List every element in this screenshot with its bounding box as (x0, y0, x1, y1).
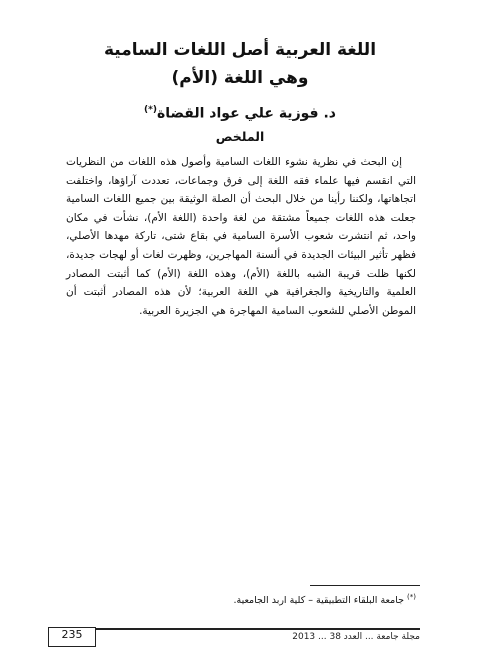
footnote-text: جامعة البلقاء التطبيقية – كلية اربد الجامعية. (233, 595, 404, 607)
running-footer: مجلة جامعة ... العدد 38 ... 2013 (292, 632, 420, 642)
abstract-paragraph: إن البحث في نظرية نشوء اللغات السامية وأصول هذه اللغات من النظريات التي انقسم فيها علماء فقه اللغة إلى فرق وجماعات، تعددت آراؤها، واختلفت اتجاهاتها، ولكننا رأينا من خلال البحث أن الصلة الوثيقة بين جميع اللغات السامية جعلت هذه اللغات جميعاً مشتقة من لغة واحدة (اللغة الأم)، نشأت في مكان واحد، ثم انتشرت شعوب الأسرة السامية في بقاع شتى، تاركة مهدها الأصلي، فظهر تأثير البيئات الجديدة في ألسنة المهاجرين، وظهرت لغات أو لهجات جديدة، لكنها ظلت قريبة الشبه باللغة (الأم)، وهذه اللغة (الأم) كما أثبتت المصادر العلمية والتاريخية والجغرافية هي اللغة العربية؛ لأن هذه المصادر أثبتت أن الموطن الأصلي للشعوب السامية المهاجرة هي الجزيرة العربية. (66, 156, 416, 317)
article-title-line-1: اللغة العربية أصل اللغات السامية (103, 40, 377, 60)
article-title-line-2: وهي اللغة (الأم) (171, 68, 309, 88)
abstract-heading: الملخص (215, 129, 265, 144)
footnote (233, 590, 416, 608)
author-line (0, 100, 480, 124)
footnote-mark: (*) (407, 593, 416, 601)
author-name: د. فوزية علي عواد القضاة (156, 105, 336, 122)
footnote-separator (310, 585, 420, 586)
author-footnote-mark: (*) (144, 105, 157, 115)
page-number: 235 (48, 627, 96, 647)
bottom-rule (48, 628, 420, 630)
